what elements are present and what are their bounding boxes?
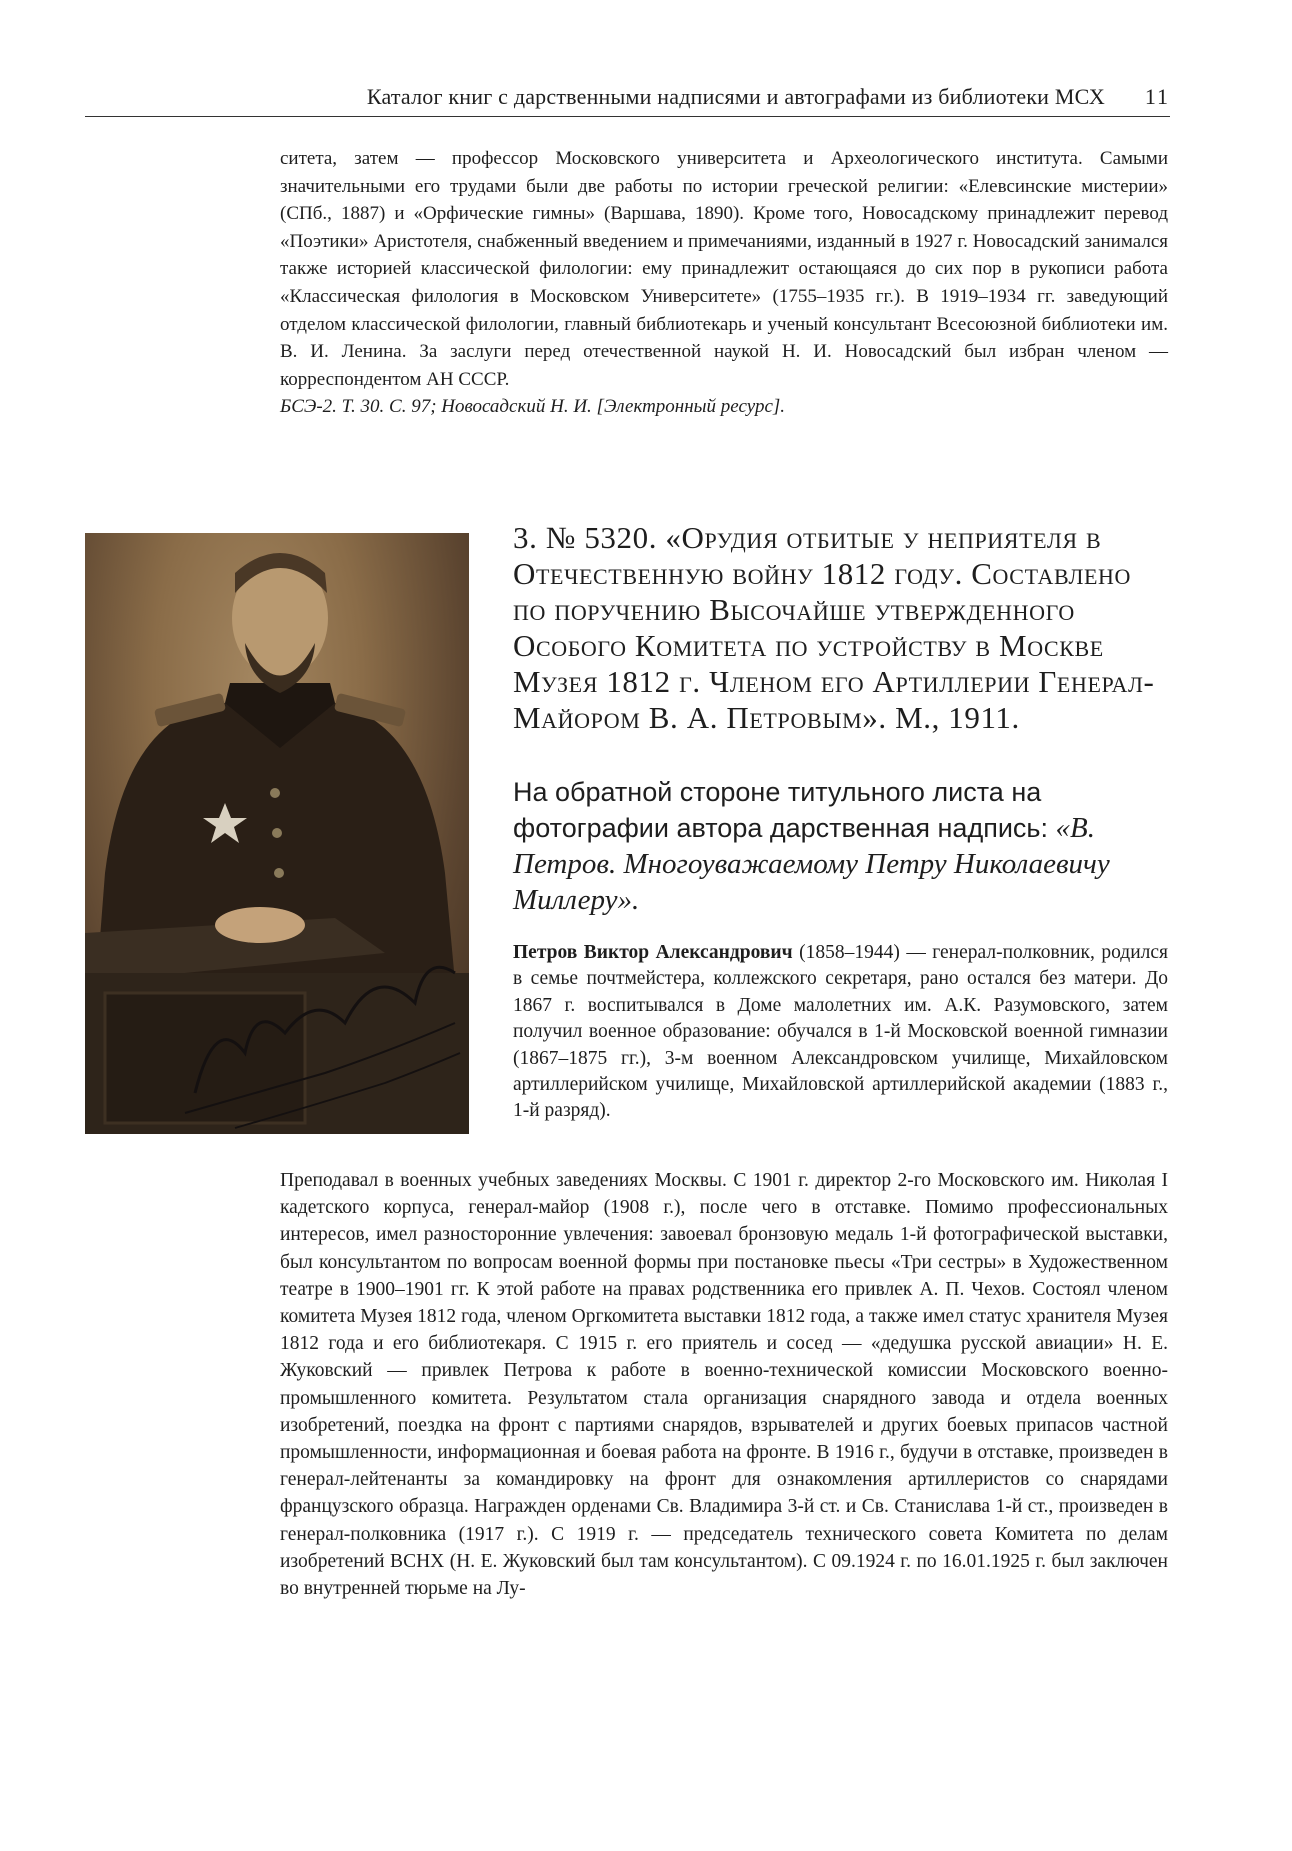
author-portrait-photo xyxy=(85,533,469,1134)
biography-intro xyxy=(513,940,1168,1125)
biography-name: Петров Виктор Александрович xyxy=(513,942,793,963)
bibliographic-citation: БСЭ-2. Т. 30. С. 97; Новосадский Н. И. [Электронный ресурс]. xyxy=(280,396,786,418)
inscription-note-text: На обратной стороне титульного листа на фотографии автора дарственная надпись: xyxy=(513,777,1056,843)
portrait-illustration xyxy=(85,533,469,1134)
biography-intro-text: (1858–1944) — генерал-полковник, родился в семье почтмейстера, коллежского секретаря, рано остался без матери. До 1867 г. воспитывался в Доме малолетних им. А.К. Разумовского, затем получил военное образование: обучался в 1-й Московской военной гимназии (1867–1875 гг.), 3-м военном Александровском училище, Михайловском артиллерийском училище, Михайловской артиллерийской академии (1883 г., 1-й разряд). xyxy=(513,942,1169,1122)
inscription-note xyxy=(513,774,1168,918)
continued-paragraph-text: ситета, затем — профессор Московского университета и Археологического института. Самыми значительными его трудами были две работы по истории греческой религии: «Елевсинские мистерии» (СПб., 1887) и «Орфические гимны» (Варшава, 1890). Кроме того, Новосадскому принадлежит перевод «Поэтики» Аристотеля, снабженный введением и примечаниями, изданный в 1927 г. Новосадский занимался также историей классической филологии: ему принадлежит остающаяся до сих пор в рукописи работа «Классическая филология в Московском Университете» (1755–1935 гг.). В 1919–1934 гг. заведующий отделом классической филологии, главный библиотекарь и ученый консультант Всесоюзной библиотеки им. В. И. Ленина. За заслуги перед отечественной наукой Н. И. Новосадский был избран членом — корреспондентом АН СССР. xyxy=(280,148,1168,390)
continued-paragraph xyxy=(280,145,1168,421)
running-header-title: Каталог книг с дарственными надписями и автографами из библиотеки МСХ xyxy=(366,84,1105,109)
catalog-entry-title: 3. № 5320. «Орудия отбитые у неприятеля в Отечественную войну 1812 году. Составлено по поручению Высочайше утвержденного Особого Комитета по устройству в Москве Музея 1812 г. Членом его Артиллерии Генерал-Майором В. А. Петровым». М., 1911. xyxy=(513,520,1155,735)
page-number: 11 xyxy=(1144,84,1170,109)
running-header xyxy=(85,84,1170,117)
biography-continuation: Преподавал в военных учебных заведениях Москвы. С 1901 г. директор 2-го Московского им. Николая I кадетского корпуса, генерал-майор (1908 г.), после чего в отставке. Помимо профессиональных интересов, имел разносторонние увлечения: завоевал бронзовую медаль 1-й фотографической выставки, был консультантом по вопросам военной формы при постановке пьесы «Три сестры» в Художественном театре в 1900–1901 гг. К этой работе на правах родственника его привлек А. П. Чехов. Состоял членом комитета Музея 1812 года, членом Оргкомитета выставки 1812 года, а также имел статус хранителя Музея 1812 года и его библиотекаря. С 1915 г. его приятель и сосед — «дедушка русской авиации» Н. Е. Жуковский — привлек Петрова к работе в военно-технической комиссии Московского военно-промышленного комитета. Результатом стала организация снарядного завода и отдела военных изобретений, поездка на фронт с партиями снарядов, взрывателей и других боевых припасов частной промышленности, информационная и боевая работа на фронте. В 1916 г., будучи в отставке, произведен в генерал-лейтенанты за командировку на фронт для ознакомления артиллеристов со снарядами французского образца. Награжден орденами Св. Владимира 3-й ст. и Св. Станислава 1-й ст., произведен в генерал-полковника (1917 г.). С 1919 г. — председатель технического совета Комитета по делам изобретений ВСНХ (Н. Е. Жуковский был там консультантом). С 09.1924 г. по 16.01.1925 г. был заключен во внутренней тюрьме на Лу- xyxy=(280,1170,1168,1600)
inscription-quote: «В. Петров. Многоуважаемому Петру Николаевичу Миллеру». xyxy=(513,812,1110,916)
